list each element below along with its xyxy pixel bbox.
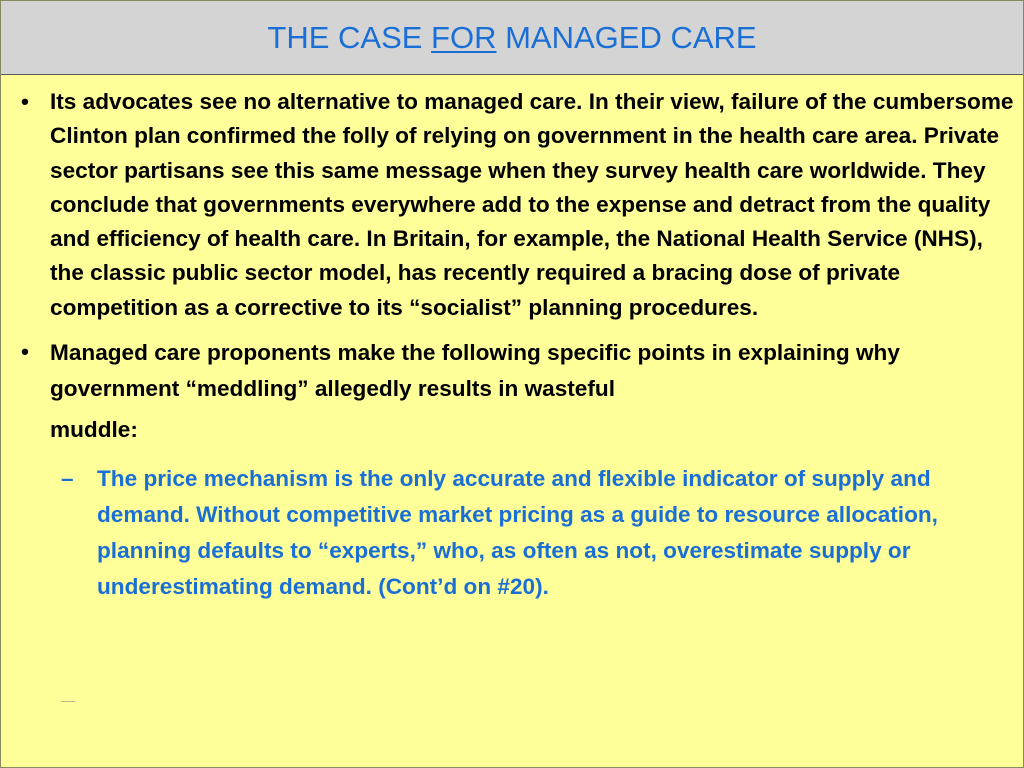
title-after: MANAGED CARE xyxy=(496,19,757,55)
bullet-text-main: Managed care proponents make the following specific points in explaining why government “meddling” allegedly results in wasteful xyxy=(50,340,900,402)
title-bar xyxy=(1,1,1023,75)
bullet-marker: • xyxy=(21,89,29,114)
sub-bullet-marker: – xyxy=(61,466,74,492)
bullet-marker: • xyxy=(21,339,29,365)
slide-title xyxy=(267,20,756,56)
bullet-item xyxy=(1,335,1024,448)
ghost-dash xyxy=(61,701,75,702)
bullet-text: Its advocates see no alternative to managed care. In their view, failure of the cumbersome Clinton plan confirmed the folly of relying on government in the health care area. Private sector partisans see this same message when they survey health care worldwide. They conclude that governments everywhere add to the expense and detract from the quality and efficiency of health care. In Britain, for example, the National Health Service (NHS), the classic public sector model, has recently required a bracing dose of private competition as a corrective to its “socialist” planning procedures. xyxy=(50,89,1014,320)
title-before: THE CASE xyxy=(267,19,432,55)
slide-body xyxy=(1,85,1024,605)
bullet-text-end: muddle: xyxy=(50,417,138,443)
sub-bullet-item xyxy=(1,461,1024,605)
sub-bullet-text: The price mechanism is the only accurate and flexible indicator of supply and demand. Without competitive market pricing as a guide to resource allocation, planning defaults to “experts,” who, as often as not, overestimate supply or underestimating demand. (Cont’d on #20). xyxy=(97,466,938,600)
bullet-text xyxy=(50,335,1017,448)
bullet-item xyxy=(1,85,1024,325)
title-emphasis: FOR xyxy=(431,19,497,55)
